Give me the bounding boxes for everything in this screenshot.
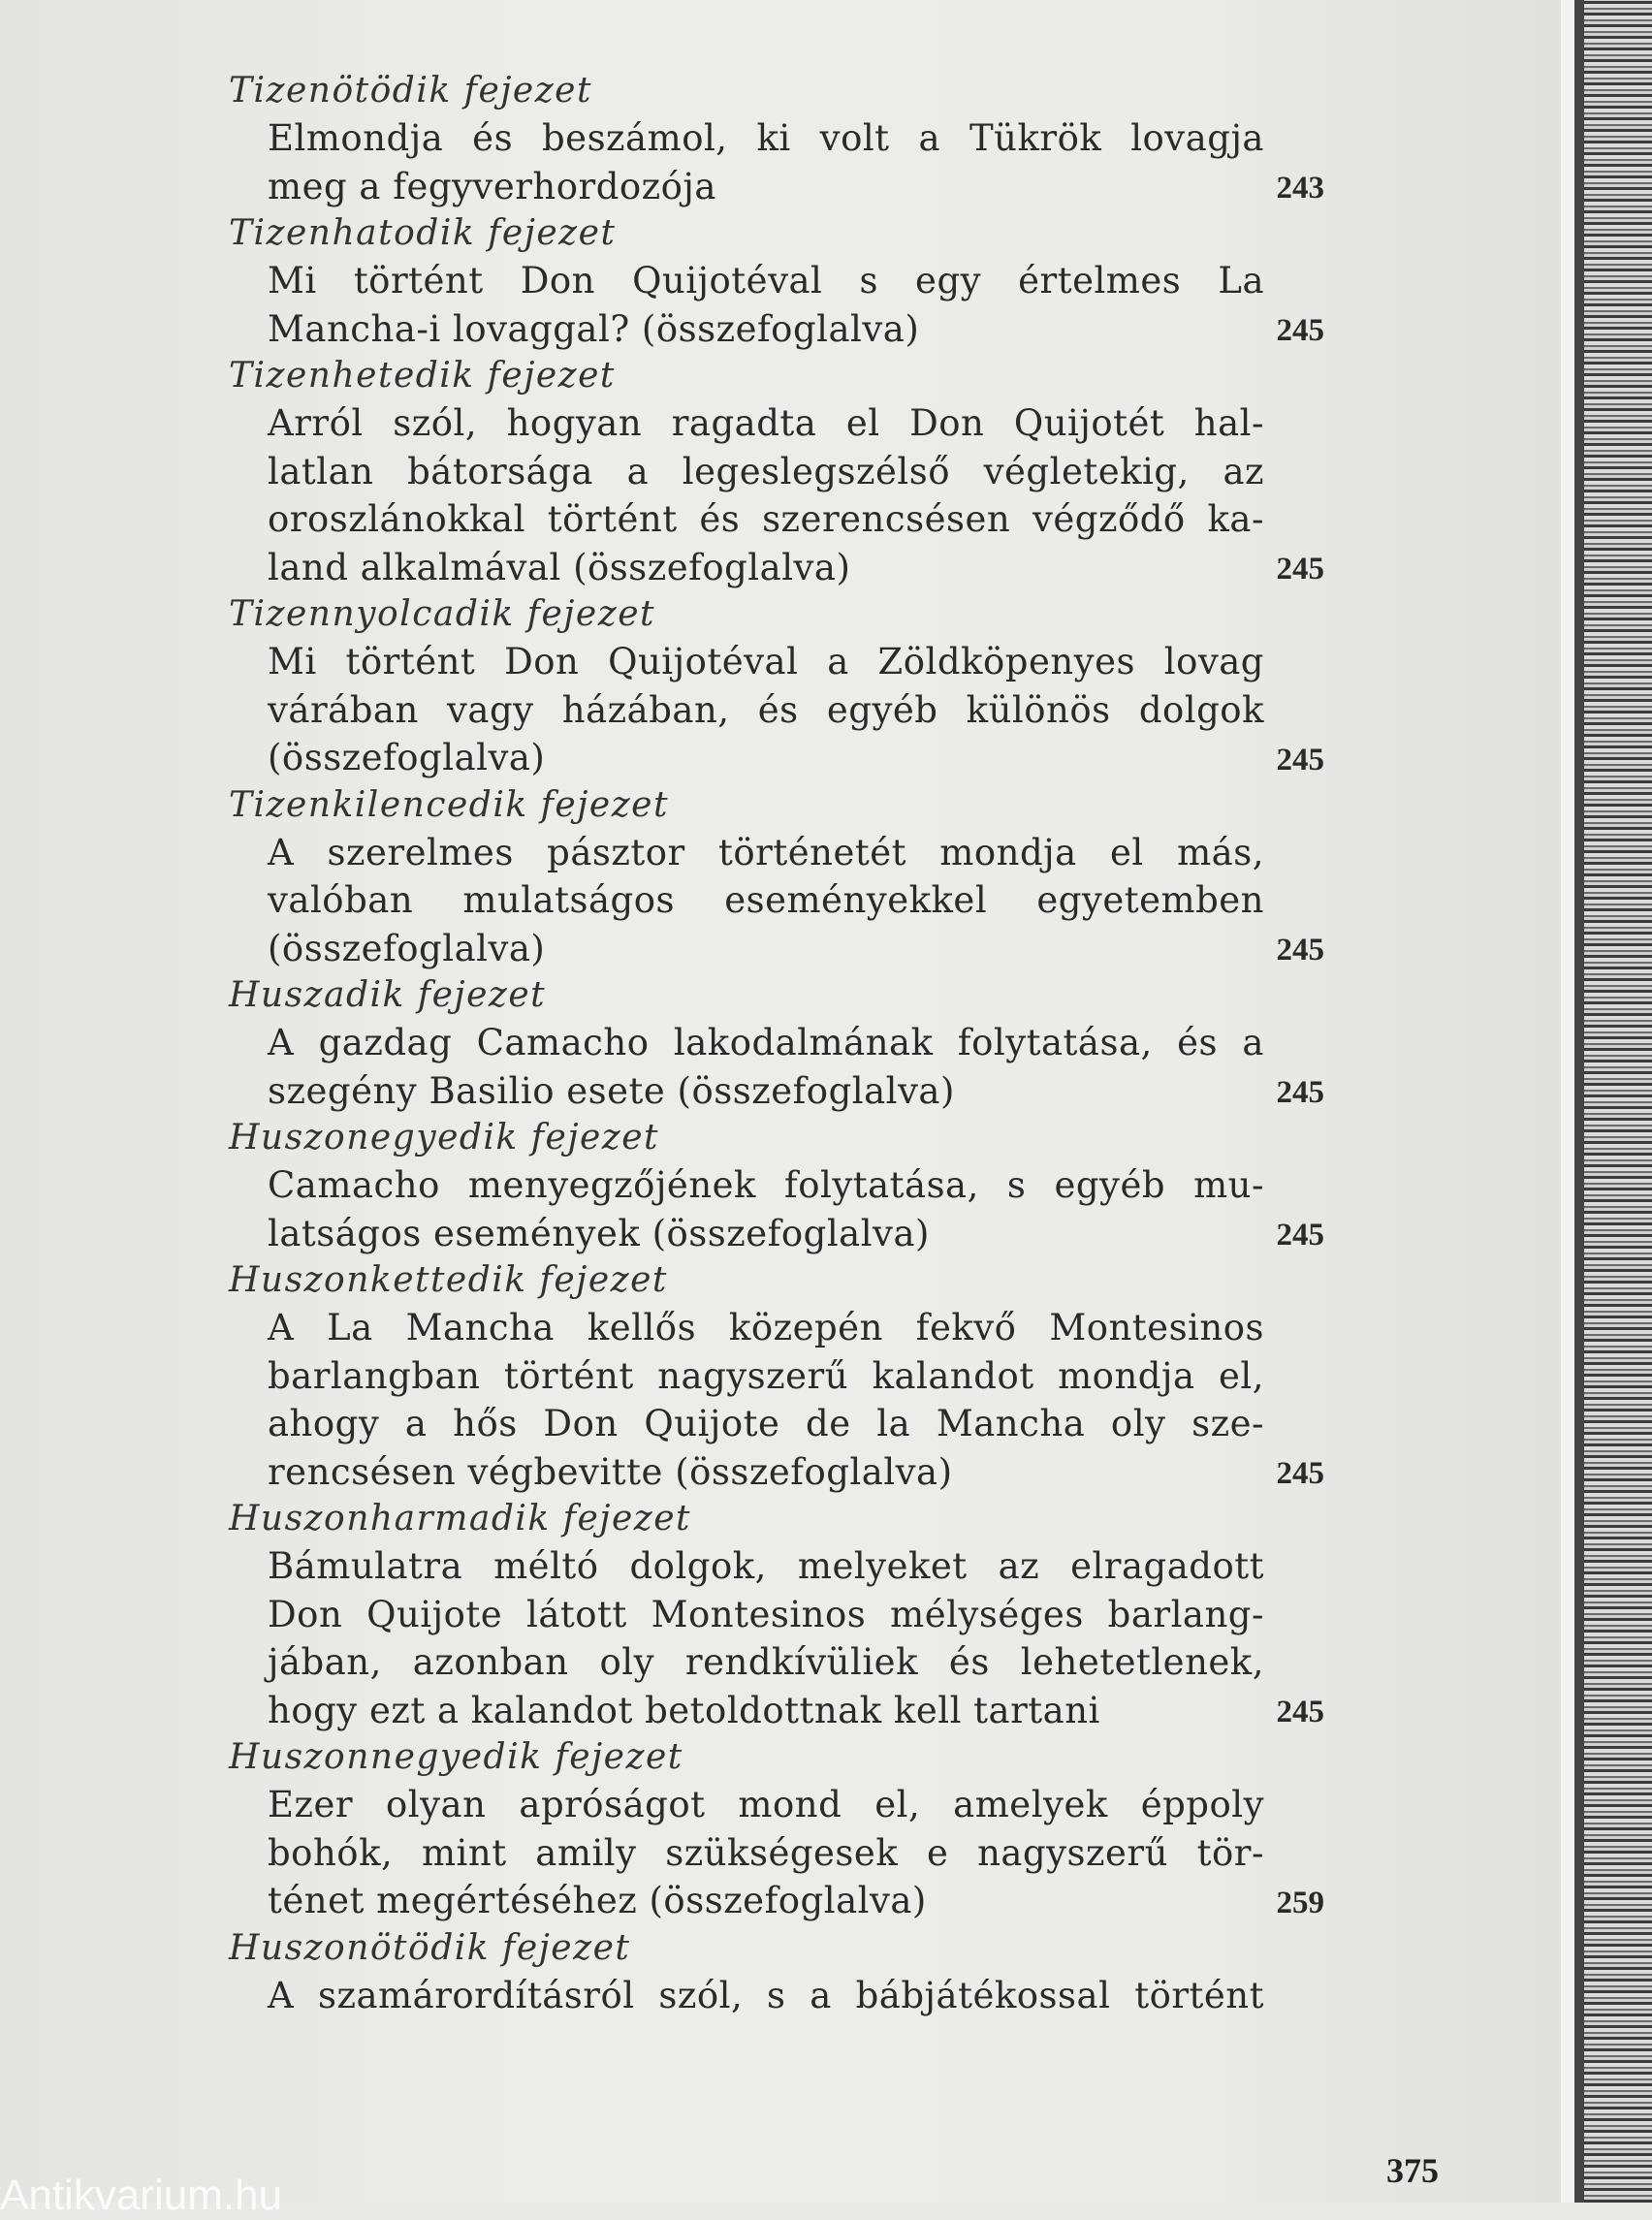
toc-entry [229,1925,1324,2020]
chapter-description [268,829,1264,973]
description-line: Mi történt Don Quijotéval s egy értelmes La [268,260,1264,301]
description-line: bohók, mint amily szükségesek e nagyszerű tör- [268,1831,1264,1874]
description-line: A gazdag Camacho lakodalmának folytatása, és a [268,1022,1264,1063]
chapter-title: Huszonötödik fejezet [229,1927,631,1968]
description-line: Arról szól, hogyan ragadta el Don Quijotét hal- [268,402,1264,444]
description-line: (összefoglalva) [268,927,546,969]
toc-entry [229,972,1324,1115]
chapter-title: Tizenhetedik fejezet [229,356,616,396]
description-line: latlan bátorsága a legeslegszélső végletekig, az [268,450,1264,492]
chapter-title: Tizenötödik fejezet [229,71,592,111]
description-line: Camacho menyegzőjének folytatása, s egyéb mu- [268,1164,1264,1206]
page-number: 245 [1276,1075,1324,1110]
chapter-description [268,638,1264,782]
toc-entry [229,1115,1324,1257]
toc-entry [229,1496,1324,1734]
description-line: oroszlánokkal történt és szerencsésen végződő ka- [268,498,1264,540]
description-line: jában, azonban oly rendkívüliek és lehetetlenek, [268,1641,1264,1683]
chapter-description [268,1304,1264,1496]
page-number: 245 [1276,742,1324,777]
chapter-description [268,1542,1264,1734]
page-number: 245 [1276,313,1324,348]
chapter-title: Huszonnegyedik fejezet [229,1737,683,1777]
toc-entry [229,210,1324,353]
description-line: barlangban történt nagyszerű kalandot mondja el, [268,1354,1264,1397]
chapter-title: Tizenhatodik fejezet [229,213,617,253]
chapter-title: Huszonharmadik fejezet [229,1499,691,1538]
chapter-title: Tizennyolcadik fejezet [229,594,655,634]
toc-entry [229,1734,1324,1925]
description-line: A szamárordításról szól, s a bábjátékossal történt [268,1974,1264,2016]
table-of-contents [229,68,1324,2019]
description-line: Mancha-i lovaggal? (összefoglalva) [268,307,920,350]
page-number: 245 [1276,1456,1324,1491]
page-number: 245 [1276,1695,1324,1729]
chapter-description [268,114,1264,210]
description-line: várában vagy házában, és egyéb különös dolgok [268,688,1264,731]
description-line: rencsésen végbevitte (összefoglalva) [268,1450,953,1493]
chapter-description [268,1161,1264,1257]
description-line: ahogy a hős Don Quijote de la Mancha oly sze- [268,1403,1264,1444]
chapter-description [268,257,1264,353]
description-line: A La Mancha kellős közepén fekvő Montesinos [268,1307,1264,1348]
chapter-description [268,1781,1264,1925]
chapter-description [268,1972,1264,2020]
description-line: Ezer olyan apróságot mond el, amelyek éppoly [268,1784,1264,1825]
description-line: meg a fegyverhordozója [268,165,716,207]
chapter-description [268,399,1264,591]
toc-entry [229,1257,1324,1496]
description-line: (összefoglalva) [268,737,546,778]
description-line: Don Quijote látott Montesinos mélységes barlang- [268,1593,1264,1635]
description-line: Bámulatra méltó dolgok, melyeket az elragadott [268,1545,1264,1587]
description-line: hogy ezt a kalandot betoldottnak kell tartani [268,1689,1100,1731]
chapter-title: Huszonegyedik fejezet [229,1118,660,1158]
toc-entry [229,68,1324,210]
description-line: A szerelmes pásztor történetét mondja el más, [268,831,1264,873]
description-line: szegény Basilio esete (összefoglalva) [268,1069,955,1112]
description-line: ténet megértéséhez (összefoglalva) [268,1880,927,1921]
description-line: Mi történt Don Quijotéval a Zöldköpenyes lovag [268,641,1264,682]
description-line: Elmondja és beszámol, ki volt a Tükrök lovagja [268,117,1264,159]
description-line: land alkalmával (összefoglalva) [268,546,851,588]
description-line: valóban mulatságos eseményekkel egyetemben [268,879,1264,921]
page-number: 243 [1276,171,1324,206]
page-folio: 375 [1386,2151,1439,2190]
chapter-title: Tizenkilencedik fejezet [229,784,669,825]
description-line: latságos események (összefoglalva) [268,1212,930,1254]
chapter-title: Huszadik fejezet [229,975,547,1015]
chapter-title: Huszonkettedik fejezet [229,1260,668,1300]
toc-entry [229,782,1324,973]
toc-entry [229,591,1324,782]
page-number: 245 [1276,1218,1324,1253]
page-number: 245 [1276,552,1324,587]
page-number: 245 [1276,933,1324,967]
watermark-text: Antikvarium.hu [0,2172,283,2219]
page-number: 259 [1276,1885,1324,1920]
toc-entry [229,353,1324,591]
book-page-edge [1561,0,1652,2203]
chapter-description [268,1019,1264,1115]
